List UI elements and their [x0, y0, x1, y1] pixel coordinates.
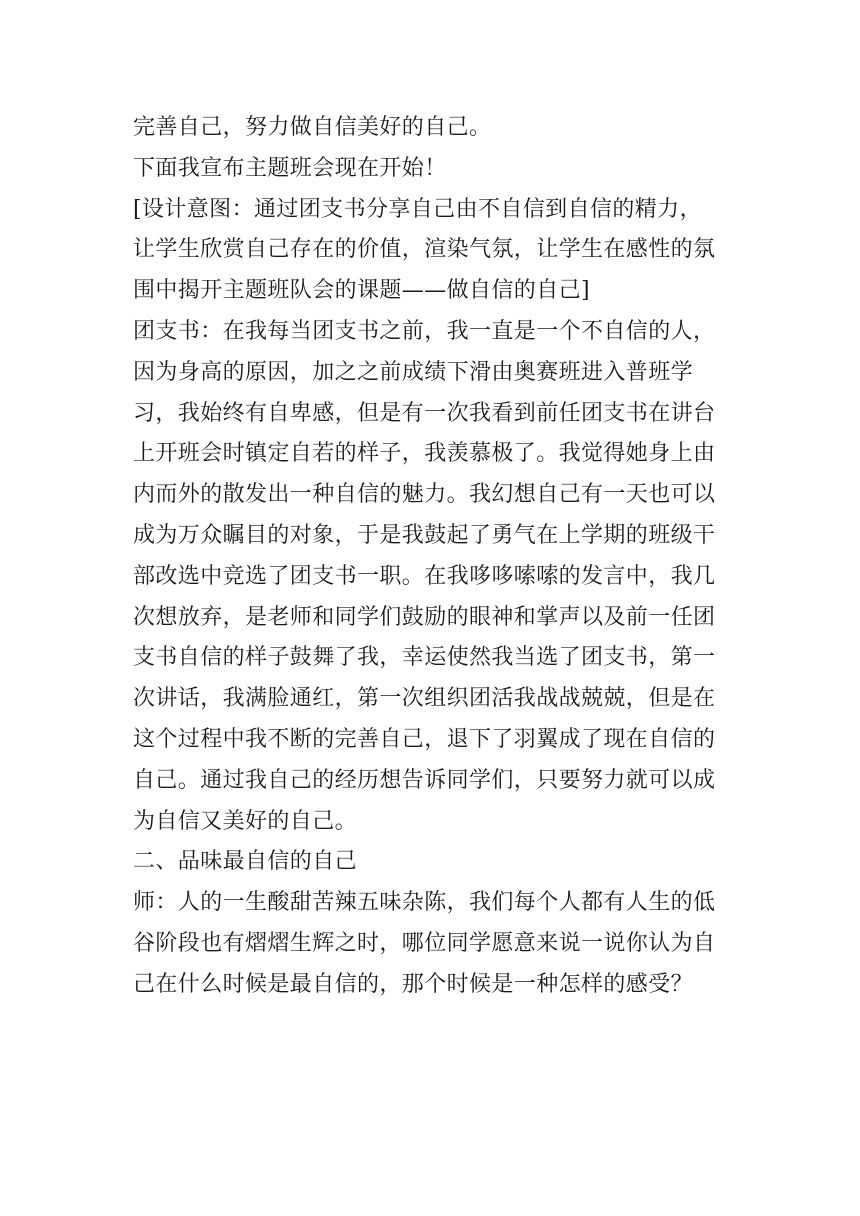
document-body [133, 108, 733, 1006]
text-line: 完善自己，努力做自信美好的自己。 [133, 115, 492, 140]
text-line: 己在什么时候是最自信的，那个时候是一种怎样的感受？ [133, 971, 694, 997]
section-heading: 二、品味最自信的自己 [133, 849, 358, 875]
text-line: 成为万众瞩目的对象，于是我鼓起了勇气在上学期的班级干 [133, 522, 716, 548]
text-line: 为自信又美好的自己。 [133, 808, 358, 834]
text-line: [设计意图：通过团支书分享自己由不自信到自信的精力， [133, 196, 702, 222]
text-line: 围中揭开主题班队会的课题——做自信的自己] [133, 278, 590, 304]
text-line: 习，我始终有自卑感，但是有一次我看到前任团支书在讲台 [133, 400, 716, 426]
text-line: 这个过程中我不断的完善自己，退下了羽翼成了现在自信的 [133, 726, 716, 752]
text-line: 因为身高的原因，加之之前成绩下滑由奥赛班进入普班学 [133, 359, 694, 385]
text-line: 支书自信的样子鼓舞了我，幸运使然我当选了团支书，第一 [133, 645, 716, 671]
text-line: 内而外的散发出一种自信的魅力。我幻想自己有一天也可以 [133, 482, 716, 508]
text-line: 次讲话，我满脸通红，第一次组织团活我战战兢兢，但是在 [133, 686, 716, 712]
text-line: 次想放弃，是老师和同学们鼓励的眼神和掌声以及前一任团 [133, 604, 716, 630]
text-line: 让学生欣赏自己存在的价值，渲染气氛，让学生在感性的氛 [133, 237, 716, 263]
text-line: 下面我宣布主题班会现在开始！ [133, 155, 447, 181]
text-line: 自己。通过我自己的经历想告诉同学们，只要努力就可以成 [133, 767, 716, 793]
text-line: 上开班会时镇定自若的样子，我羡慕极了。我觉得她身上由 [133, 441, 716, 467]
text-line: 谷阶段也有熠熠生辉之时，哪位同学愿意来说一说你认为自 [133, 930, 716, 956]
text-line: 师：人的一生酸甜苦辣五味杂陈，我们每个人都有人生的低 [133, 890, 716, 916]
text-line: 团支书：在我每当团支书之前，我一直是一个不自信的人， [133, 318, 716, 344]
text-line: 部改选中竞选了团支书一职。在我哆哆嗦嗦的发言中，我几 [133, 563, 716, 589]
